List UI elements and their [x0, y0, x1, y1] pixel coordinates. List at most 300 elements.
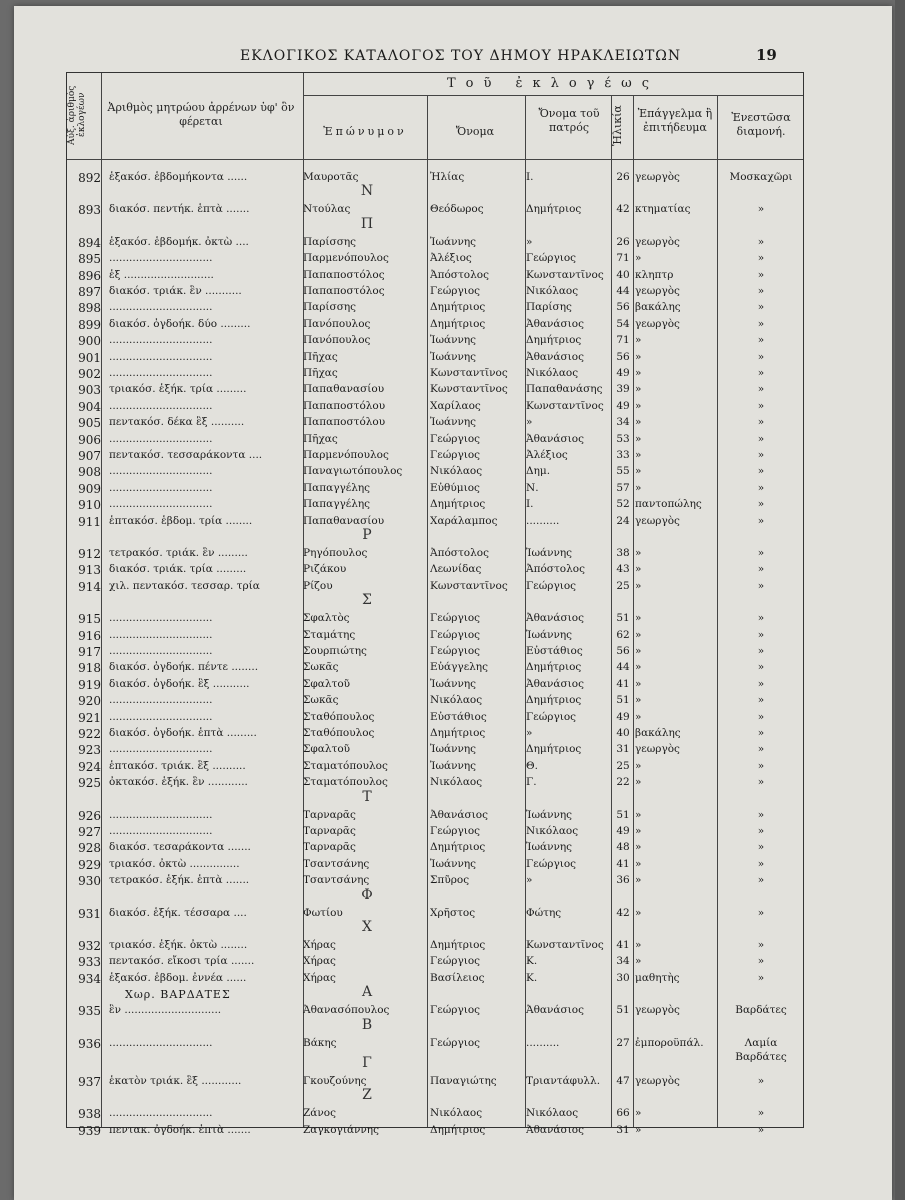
registry-cell: διακόσ. τριάκ. ἓν ........... [109, 285, 242, 297]
father-name-cell: Δημήτριος [526, 334, 582, 347]
serial-number-cell: 930 [78, 874, 101, 889]
residence-cell: » [757, 203, 765, 216]
serial-number-cell: 923 [78, 743, 101, 758]
occupation-cell: » [635, 1107, 642, 1120]
father-name-cell: Ἀθανάσιος [526, 350, 584, 363]
father-name-cell: Εὐστάθιος [526, 645, 583, 657]
occupation-cell: » [635, 1123, 642, 1136]
table-row [67, 547, 803, 563]
col-registry-header: Ἀριθμὸς μητρώου ἀρρένων ὑφ' ὃν φέρεται [107, 101, 295, 128]
age-cell: 42 [616, 906, 630, 919]
alphabet-section-letter: Χ [362, 919, 372, 935]
residence-cell: » [757, 579, 765, 592]
residence-cell: » [757, 383, 765, 396]
residence-cell: » [757, 874, 765, 887]
first-name-cell: Κωνσταντῖνος [430, 383, 508, 396]
occupation-cell: » [635, 416, 642, 429]
age-cell: 41 [616, 857, 630, 870]
registry-cell: χιλ. πεντακόσ. τεσσαρ. τρία [109, 579, 260, 592]
age-cell: 48 [616, 841, 630, 854]
table-row [67, 858, 803, 874]
registry-cell: τετρακόσ. ἑξήκ. ἑπτὰ ....... [109, 874, 250, 887]
residence-cell: » [757, 661, 765, 674]
occupation-cell: » [635, 465, 642, 478]
father-name-cell: Δημήτριος [526, 661, 582, 674]
first-name-cell: Κωνσταντῖνος [430, 579, 508, 592]
residence-cell: » [757, 235, 765, 248]
father-name-cell: Τριαντάφυλλ. [526, 1075, 601, 1087]
surname-cell: Παπαγγέλης [303, 481, 371, 494]
surname-cell: Πανόπουλος [303, 334, 371, 347]
alphabet-section-letter: Π [360, 215, 374, 232]
occupation-cell: » [635, 808, 642, 821]
father-name-cell: Ἰωάννης [526, 841, 573, 854]
age-cell: 47 [616, 1075, 630, 1087]
surname-cell: Σταθόπουλος [303, 710, 375, 723]
residence-cell: » [757, 694, 765, 707]
surname-cell: Ζάνος [303, 1107, 336, 1120]
occupation-cell: γεωργὸς [635, 171, 680, 183]
residence-cell: » [757, 825, 765, 837]
serial-number-cell: 913 [78, 563, 101, 578]
table-row [67, 383, 803, 399]
occupation-cell: » [635, 677, 642, 690]
residence-cell: » [757, 416, 765, 429]
first-name-cell: Ἀπόστολος [430, 268, 489, 281]
registry-cell: τριακόσ. ὀκτὼ ............... [109, 857, 240, 870]
table-row [67, 972, 803, 988]
residence-cell: » [757, 955, 765, 968]
serial-number-cell: 897 [78, 285, 101, 299]
surname-cell: Γκουζούνης [303, 1075, 367, 1087]
first-name-cell: Ἰωάννης [430, 857, 477, 870]
registry-cell: ὀκτακόσ. ἑξήκ. ἓν ............ [109, 776, 248, 789]
first-name-cell: Νικόλαος [430, 694, 483, 707]
table-row [67, 482, 803, 498]
father-name-cell: Κ. [526, 971, 538, 984]
age-cell: 27 [616, 1036, 630, 1049]
father-name-cell: Δημήτριος [526, 694, 582, 707]
first-name-cell: Δημήτριος [430, 727, 486, 739]
first-name-cell: Ἰωάννης [430, 235, 477, 248]
residence-cell: » [757, 710, 765, 723]
serial-number-cell: 927 [78, 825, 101, 839]
age-cell: 44 [616, 285, 630, 297]
registry-cell: πεντακόσ. δέκα ἓξ .......... [109, 416, 245, 429]
father-name-cell: Ἀλέξιος [526, 449, 568, 461]
alphabet-section-letter: Ζ [362, 1087, 372, 1104]
table-row [67, 612, 803, 628]
father-name-cell: » [526, 235, 533, 248]
occupation-cell: » [635, 481, 642, 494]
surname-cell: Σφαλτὸς [303, 612, 350, 625]
age-cell: 38 [616, 547, 630, 559]
surname-cell: Ριζάκου [303, 563, 347, 576]
alphabet-section-letter: Γ [362, 1055, 372, 1071]
serial-number-cell: 920 [78, 694, 101, 709]
residence-cell: » [757, 939, 765, 951]
table-row [67, 269, 803, 285]
registry-cell: διακόσ. τριάκ. τρία ......... [109, 563, 247, 576]
age-cell: 71 [616, 334, 630, 347]
registry-cell: ............................... [109, 252, 213, 265]
occupation-cell: γεωργὸς [635, 235, 680, 248]
table-row [67, 874, 803, 890]
first-name-cell: Δημήτριος [430, 301, 486, 314]
table-row [67, 334, 803, 350]
age-cell: 54 [616, 317, 630, 330]
table-row [67, 318, 803, 334]
age-cell: 26 [616, 235, 630, 248]
surname-cell: Σταματόπουλος [303, 759, 388, 772]
father-name-cell: Ἰωάννης [526, 547, 573, 559]
occupation-cell: » [635, 645, 642, 657]
registry-cell: τριακόσ. ἑξήκ. τρία ......... [109, 383, 247, 396]
serial-number-cell: 911 [78, 514, 101, 529]
residence-cell: » [757, 268, 765, 281]
residence-cell: » [757, 808, 765, 821]
first-name-cell: Βασίλειος [430, 971, 485, 984]
age-cell: 55 [616, 465, 630, 478]
occupation-cell: » [635, 939, 642, 951]
registry-cell: ἑπτακόσ. τριάκ. ἓξ .......... [109, 759, 246, 772]
registry-cell: ............................... [109, 334, 213, 347]
first-name-cell: Λεωνίδας [430, 563, 482, 576]
registry-cell: ἑξακόσ. ἑβδομήκοντα ...... [109, 171, 248, 183]
occupation-cell: » [635, 383, 642, 396]
occupation-cell: » [635, 367, 642, 379]
residence-cell: » [757, 759, 765, 772]
occupation-cell: γεωργὸς [635, 743, 680, 756]
serial-number-cell: 910 [78, 498, 101, 513]
father-name-cell: Ι. [526, 498, 534, 511]
first-name-cell: Γεώργιος [430, 645, 481, 657]
surname-cell: Χήρας [303, 971, 336, 984]
serial-number-cell: 915 [78, 612, 101, 627]
surname-cell: Σταμάτης [303, 628, 356, 641]
first-name-cell: Γεώργιος [430, 432, 481, 445]
father-name-cell: Δημήτριος [526, 203, 582, 216]
age-cell: 56 [616, 350, 630, 363]
residence-cell: Βαρδάτες [735, 1051, 787, 1063]
table-row [67, 465, 803, 481]
registry-cell: διακόσ. ὀγδοήκ. ἓξ ........... [109, 677, 250, 690]
first-name-cell: Νικόλαος [430, 1107, 483, 1120]
first-name-cell: Δημήτριος [430, 498, 486, 511]
registry-cell: ............................... [109, 694, 213, 707]
father-name-cell: » [526, 727, 533, 739]
first-name-cell: Χαράλαμπος [430, 514, 498, 527]
father-name-cell: Νικόλαος [526, 1107, 579, 1120]
residence-cell: » [757, 285, 765, 297]
serial-number-cell: 933 [78, 955, 101, 970]
residence-cell: » [757, 743, 765, 756]
serial-number-cell: 926 [78, 808, 101, 823]
first-name-cell: Γεώργιος [430, 825, 481, 837]
registry-cell: τετρακόσ. τριάκ. ἓν ......... [109, 547, 248, 559]
father-name-cell: Γεώργιος [526, 710, 577, 723]
first-name-cell: Ἰωάννης [430, 759, 477, 772]
table-row [67, 400, 803, 416]
occupation-cell: » [635, 252, 642, 265]
registry-cell: ............................... [109, 301, 213, 314]
col-surname-header: Ἐπώνυμον [323, 125, 407, 138]
col-age-header: Ἡλικία [611, 105, 624, 147]
registry-cell: διακόσ. τεσαράκοντα ....... [109, 841, 251, 854]
occupation-cell: » [635, 694, 642, 707]
residence-cell: » [757, 317, 765, 330]
occupation-cell: » [635, 563, 642, 576]
table-row [67, 629, 803, 645]
residence-cell: » [757, 1123, 765, 1136]
age-cell: 36 [616, 874, 630, 887]
serial-number-cell: 892 [78, 171, 101, 185]
age-cell: 22 [616, 776, 630, 789]
father-name-cell: Γεώργιος [526, 252, 577, 265]
father-name-cell: Ἀθανάσιος [526, 677, 584, 690]
table-row [67, 416, 803, 432]
serial-number-cell: 898 [78, 301, 101, 316]
occupation-cell: » [635, 449, 642, 461]
registry-cell: ............................... [109, 628, 213, 641]
serial-number-cell: 896 [78, 268, 101, 283]
residence-cell: Μοσκαχῶρι [729, 171, 793, 183]
registry-cell: ἑξακόσ. ἑβδομήκ. ὀκτὼ .... [109, 235, 249, 248]
occupation-cell: » [635, 350, 642, 363]
father-name-cell: Δημ. [526, 465, 551, 478]
age-cell: 51 [616, 612, 630, 625]
father-name-cell: .......... [526, 514, 560, 527]
registry-cell: ............................... [109, 481, 213, 494]
residence-cell: » [757, 1075, 765, 1087]
first-name-cell: Ἰωάννης [430, 677, 477, 690]
registry-cell: διακόσ. πεντήκ. ἑπτὰ ....... [109, 203, 250, 216]
father-name-cell: Νικόλαος [526, 285, 579, 297]
age-cell: 43 [616, 563, 630, 576]
residence-cell: » [757, 498, 765, 511]
father-name-cell: Κ. [526, 955, 538, 968]
document-page [14, 6, 892, 1200]
col-residence-header: Ἐνεστῶσα διαμονή. [731, 111, 791, 138]
table-row [67, 563, 803, 579]
surname-cell: Σφαλτοῦ [303, 677, 351, 690]
serial-number-cell: 899 [78, 317, 101, 332]
age-cell: 40 [616, 268, 630, 281]
father-name-cell: Ἀθανάσιος [526, 1004, 584, 1017]
serial-number-cell: 895 [78, 252, 101, 267]
occupation-cell: » [635, 841, 642, 854]
father-name-cell: » [526, 416, 533, 429]
occupation-cell: ἐμποροϋπάλ. [635, 1036, 704, 1049]
age-cell: 25 [616, 759, 630, 772]
age-cell: 49 [616, 710, 630, 723]
occupation-cell: » [635, 857, 642, 870]
age-cell: 57 [616, 481, 630, 494]
occupation-cell: παντοπώλης [635, 498, 702, 511]
surname-cell: Χήρας [303, 939, 336, 951]
serial-number-cell: 912 [78, 547, 101, 561]
occupation-cell: » [635, 955, 642, 968]
surname-cell: Σωκᾶς [303, 661, 339, 674]
occupation-cell: γεωργὸς [635, 1075, 680, 1087]
first-name-cell: Κωνσταντῖνος [430, 367, 508, 379]
father-name-cell: Ἀθανάσιος [526, 1123, 584, 1136]
occupation-cell: γεωργὸς [635, 514, 680, 527]
occupation-cell: » [635, 906, 642, 919]
occupation-cell: » [635, 334, 642, 347]
surname-cell: Παρμενόπουλος [303, 449, 389, 461]
grid-line [303, 95, 803, 96]
registry-cell: ............................... [109, 612, 213, 625]
table-row [67, 776, 803, 792]
registry-cell: ............................... [109, 710, 213, 723]
registry-cell: τριακόσ. ἑξήκ. ὀκτὼ ........ [109, 939, 248, 951]
surname-cell: Ρίζου [303, 579, 333, 592]
serial-number-cell: 918 [78, 661, 101, 676]
residence-cell: » [757, 971, 765, 984]
serial-number-cell: 937 [78, 1075, 101, 1089]
first-name-cell: Εὐθύμιος [430, 481, 480, 494]
age-cell: 39 [616, 383, 630, 396]
serial-number-cell: 905 [78, 416, 101, 431]
occupation-cell: » [635, 776, 642, 789]
surname-cell: Ταρναρᾶς [303, 841, 356, 854]
alphabet-section-letter: Ν [360, 183, 374, 200]
occupation-cell: » [635, 399, 642, 412]
table-row [67, 1075, 803, 1091]
age-cell: 49 [616, 367, 630, 379]
occupation-cell: » [635, 661, 642, 674]
serial-number-cell: 936 [78, 1036, 101, 1051]
occupation-cell: » [635, 710, 642, 723]
occupation-cell: » [635, 628, 642, 641]
registry-cell: ............................... [109, 432, 213, 445]
residence-cell: » [757, 465, 765, 478]
occupation-cell: » [635, 874, 642, 887]
first-name-cell: Χρῆστος [430, 906, 476, 919]
registry-cell: διακόσ. ὀγδοήκ. ἑπτὰ ......... [109, 727, 257, 739]
residence-cell: » [757, 399, 765, 412]
table-row [67, 351, 803, 367]
serial-number-cell: 921 [78, 710, 101, 725]
occupation-cell: βακάλης [635, 727, 681, 739]
age-cell: 62 [616, 628, 630, 641]
residence-cell: » [757, 727, 765, 739]
age-cell: 49 [616, 399, 630, 412]
first-name-cell: Ἰωάννης [430, 416, 477, 429]
village-subheading: Χωρ. ΒΑΡΔΑΤΕΣ [125, 988, 231, 1002]
surname-cell: Βάκης [303, 1036, 337, 1049]
first-name-cell: Χαρίλαος [430, 399, 481, 412]
first-name-cell: Εὐάγγελης [430, 661, 488, 674]
serial-number-cell: 893 [78, 203, 101, 218]
occupation-cell: βακάλης [635, 301, 681, 314]
serial-number-cell: 924 [78, 759, 101, 774]
father-name-cell: Νικόλαος [526, 367, 579, 379]
residence-cell: Βαρδάτες [735, 1004, 787, 1017]
residence-cell: » [757, 367, 765, 379]
age-cell: 51 [616, 1004, 630, 1017]
father-name-cell: .......... [526, 1036, 560, 1049]
surname-cell: Ντούλας [303, 203, 351, 216]
alphabet-section-letter: Σ [362, 592, 372, 609]
father-name-cell: Δημήτριος [526, 743, 582, 756]
page-title: ΕΚΛΟΓΙΚΟΣ ΚΑΤΑΛΟΓΟΣ ΤΟΥ ΔΗΜΟΥ ΗΡΑΚΛΕΙΩΤΩΝ [240, 48, 682, 64]
registry-cell: ............................... [109, 367, 213, 379]
table-row [67, 711, 803, 727]
residence-cell: » [757, 350, 765, 363]
serial-number-cell: 904 [78, 399, 101, 414]
table-row [67, 955, 803, 971]
col-serial-header: Αὐξ. ἀριθμὸς ἐκλογέων [67, 85, 87, 145]
father-name-cell: Ἰωάννης [526, 628, 573, 641]
occupation-cell: » [635, 547, 642, 559]
table-row [67, 841, 803, 857]
first-name-cell: Σπῦρος [430, 874, 470, 887]
first-name-cell: Εὐστάθιος [430, 710, 487, 723]
registry-cell: ἑπτακόσ. ἑβδομ. τρία ........ [109, 514, 253, 527]
father-name-cell: Γεώργιος [526, 857, 577, 870]
alphabet-section-letter: Φ [361, 886, 373, 903]
surname-cell: Παπαθανασίου [303, 383, 385, 396]
first-name-cell: Ἀλέξιος [430, 252, 472, 265]
serial-number-cell: 935 [78, 1004, 101, 1019]
surname-cell: Παρμενόπουλος [303, 252, 389, 265]
table-row [67, 1004, 803, 1020]
residence-cell: » [757, 857, 765, 870]
serial-number-cell: 928 [78, 841, 101, 856]
father-name-cell: Ι. [526, 171, 534, 183]
surname-cell: Παπαποστόλος [303, 268, 385, 281]
registry-cell: ............................... [109, 498, 213, 511]
occupation-cell: γεωργὸς [635, 1004, 680, 1017]
age-cell: 42 [616, 203, 630, 216]
first-name-cell: Γεώργιος [430, 955, 481, 968]
first-name-cell: Γεώργιος [430, 285, 481, 297]
registry-cell: ἑξακόσ. ἑβδομ. ἐννέα ...... [109, 971, 247, 984]
age-cell: 44 [616, 661, 630, 674]
first-name-cell: Δημήτριος [430, 1123, 486, 1136]
first-name-cell: Θεόδωρος [430, 203, 484, 216]
serial-number-cell: 939 [78, 1123, 101, 1138]
surname-cell: Ἀθανασόπουλος [303, 1004, 390, 1017]
age-cell: 34 [616, 955, 630, 968]
surname-cell: Παναγιωτόπουλος [303, 465, 403, 478]
table-row [67, 171, 803, 187]
residence-cell: » [757, 334, 765, 347]
first-name-cell: Γεώργιος [430, 449, 481, 461]
first-name-cell: Νικόλαος [430, 776, 483, 789]
residence-cell: » [757, 612, 765, 625]
father-name-cell: Ν. [526, 481, 539, 494]
surname-cell: Χήρας [303, 955, 336, 968]
surname-cell: Σωκᾶς [303, 694, 339, 707]
occupation-cell: γεωργὸς [635, 285, 680, 297]
serial-number-cell: 909 [78, 481, 101, 496]
serial-number-cell: 914 [78, 579, 101, 594]
serial-number-cell: 929 [78, 857, 101, 872]
table-row [67, 449, 803, 465]
surname-cell: Ρηγόπουλος [303, 547, 368, 559]
residence-cell: » [757, 677, 765, 690]
surname-cell: Φωτίου [303, 906, 343, 919]
table-row [67, 1107, 803, 1123]
surname-cell: Τσαντσάνης [303, 857, 370, 870]
col-occupation-header: Ἐπάγγελμα ἢ ἐπιτήδευμα [637, 107, 713, 134]
residence-cell: Λαμία [744, 1036, 778, 1049]
surname-cell: Παπαποστόλου [303, 416, 386, 429]
age-cell: 31 [616, 743, 630, 756]
